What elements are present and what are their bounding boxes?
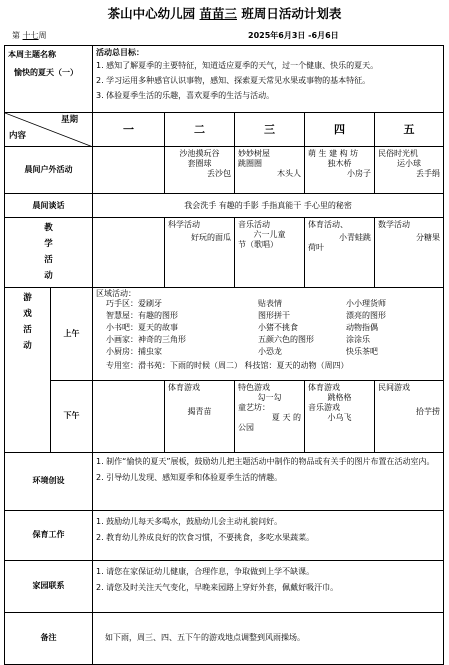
teaching-thu-line: 荷叶	[308, 243, 324, 252]
special-room-activities: 专用室：滑书苑：下雨的时候（周二） 科技馆：夏天的动物（周四）	[106, 360, 349, 370]
environment-label: 环境创设	[5, 452, 93, 510]
teaching-label-char: 活	[44, 255, 53, 266]
pm-wed-line: 夏 天 的	[271, 412, 301, 422]
pm-tue-line: 揭青苗	[187, 406, 212, 416]
header-content-label: 内容	[9, 131, 27, 141]
teaching-row	[5, 218, 444, 288]
diagonal-header-cell	[5, 113, 93, 147]
area-item: 贴表情	[258, 298, 282, 308]
games-afternoon-label: 下午	[51, 380, 93, 452]
area-item: 漂亮的图形	[346, 310, 386, 320]
outdoor-tue-line: 丢沙包	[207, 169, 231, 178]
pm-wed-line: 公园	[238, 422, 254, 432]
area-item: 小猪不挑食	[258, 322, 298, 332]
home-item: 1. 请您在家保证幼儿健康，合理作息，争取做到上学不缺课。	[96, 566, 315, 576]
day-header-mon: 一	[93, 113, 165, 147]
outdoor-thu-line: 小房子	[347, 169, 371, 178]
teaching-mon	[93, 218, 165, 288]
games-label-cell	[5, 287, 51, 452]
teaching-label-char: 教	[44, 223, 53, 233]
games-label-char: 戏	[23, 308, 32, 319]
outdoor-tue	[165, 147, 235, 194]
date-range: 2025年6月3日 -6月6日	[248, 31, 339, 40]
care-row	[5, 510, 444, 560]
title-suffix: 班周日活动计划表	[237, 6, 342, 21]
goals-title: 活动总目标：	[96, 48, 144, 57]
area-item: 小画家：神奇的三角形	[106, 334, 186, 344]
week-number	[12, 31, 47, 41]
teaching-label-cell	[5, 218, 93, 288]
area-item: 小书吧：夏天的故事	[106, 322, 178, 332]
teaching-thu	[305, 218, 375, 288]
games-label-char: 动	[23, 340, 32, 351]
outdoor-thu-line: 萌 生 建 构 坊	[308, 149, 359, 158]
area-item: 小小理货师	[346, 298, 386, 308]
week-num: 十七	[22, 31, 39, 40]
outdoor-tue-line: 套圈球	[187, 159, 212, 168]
home-row	[5, 560, 444, 612]
outdoor-thu	[305, 147, 375, 194]
games-label	[8, 290, 47, 355]
area-item: 涂涂乐	[346, 334, 370, 344]
weekly-plan-table	[4, 45, 444, 665]
home-label: 家园联系	[5, 560, 93, 612]
pm-wed	[235, 380, 305, 452]
talk-content: 我会洗手 有趣的手影 手指真能干 手心里的秘密	[93, 194, 444, 218]
outdoor-fri-line: 民俗时光机	[378, 149, 418, 158]
theme-name-cell	[5, 46, 93, 113]
area-item: 动物指偶	[346, 322, 378, 332]
teaching-thu-line: 体育活动、	[308, 220, 348, 229]
day-header-wed: 三	[235, 113, 305, 147]
notes-row	[5, 612, 444, 664]
teaching-label-char: 学	[44, 239, 53, 250]
care-label: 保育工作	[5, 510, 93, 560]
outdoor-wed-line: 妙妙树屋	[238, 149, 270, 158]
goal-item: 3. 体验夏季生活的乐趣，喜欢夏季的生活与活动。	[96, 91, 275, 100]
teaching-fri-line: 分糖果	[416, 233, 441, 242]
pm-tue	[165, 380, 235, 452]
pm-tue-line: 体育游戏	[168, 382, 200, 392]
theme-row	[5, 46, 444, 113]
teaching-tue-line: 科学活动	[168, 220, 200, 229]
pm-wed-line: 勾一勾	[257, 392, 282, 402]
theme-goals-cell	[93, 46, 444, 113]
pm-fri	[375, 380, 444, 452]
area-item: 五颜六色的图形	[258, 334, 314, 344]
pm-fri-line: 民间游戏	[378, 382, 410, 392]
week-suffix: 周	[38, 31, 47, 40]
outdoor-row	[5, 147, 444, 194]
teaching-tue	[165, 218, 235, 288]
area-title: 区域活动：	[96, 288, 136, 298]
notes-label: 备注	[5, 612, 93, 664]
header-weekday-label: 星期	[61, 115, 79, 125]
pm-mon	[93, 380, 165, 452]
teaching-tue-line: 好玩的面瓜	[191, 233, 231, 242]
teaching-wed	[235, 218, 305, 288]
outdoor-label: 晨间户外活动	[5, 147, 93, 194]
care-content	[93, 510, 444, 560]
area-activities-cell	[93, 287, 444, 380]
theme-name: 愉快的夏天（一）	[14, 68, 78, 77]
outdoor-thu-line: 独木桥	[327, 159, 352, 168]
outdoor-fri-line: 运小球	[397, 159, 422, 168]
care-item: 2. 教育幼儿养成良好的饮食习惯，不要挑食，多吃水果蔬菜。	[96, 532, 315, 542]
teaching-wed-line: 音乐活动	[238, 220, 270, 229]
week-prefix: 第	[12, 31, 23, 40]
environment-item: 1. 制作“愉快的夏天”展板，鼓励幼儿把主题活动中制作的物品或有关手的图片布置在活动室内。	[96, 456, 435, 466]
pm-thu-line: 体育游戏	[308, 382, 340, 392]
page-title	[0, 6, 449, 22]
pm-thu-line: 音乐游戏	[308, 402, 340, 412]
teaching-thu-line: 小青蛙跳	[339, 233, 371, 242]
day-header-tue: 二	[165, 113, 235, 147]
outdoor-wed-line: 跳圈圈	[238, 159, 262, 168]
title-class-name: 苗苗三	[199, 6, 237, 21]
pm-wed-line: 童艺坊：	[238, 402, 270, 412]
teaching-wed-line: 节（歌唱）	[238, 240, 278, 249]
environment-item: 2. 引导幼儿发现、感知夏季和体验夏季生活的情趣。	[96, 472, 283, 482]
teaching-fri	[375, 218, 444, 288]
home-item: 2. 请您及时关注天气变化，早晚来园路上穿好外套，佩戴好吸汗巾。	[96, 582, 339, 592]
title-school: 茶山中心幼儿园	[107, 6, 200, 21]
pm-thu	[305, 380, 375, 452]
games-afternoon-row	[5, 380, 444, 452]
games-label-char: 活	[23, 324, 32, 335]
week-info-row	[10, 31, 440, 43]
goal-item: 2. 学习运用多种感官认识事物，感知、探索夏天常见水果或事物的基本特征。	[96, 76, 371, 85]
games-morning-label: 上午	[51, 287, 93, 380]
environment-row	[5, 452, 444, 510]
area-item: 图形拼干	[258, 310, 290, 320]
goal-item: 1. 感知了解夏季的主要特征，知道适应夏季的天气，过一个健康、快乐的夏天。	[96, 61, 379, 70]
outdoor-tue-line: 沙池摸玩谷	[179, 149, 220, 158]
care-item: 1. 鼓励幼儿每天多喝水，鼓励幼儿会主动礼貌问好。	[96, 516, 283, 526]
teaching-wed-line: 六一儿童	[253, 230, 286, 239]
day-header-fri: 五	[375, 113, 444, 147]
outdoor-mon	[93, 147, 165, 194]
teaching-label-char: 动	[44, 271, 53, 282]
area-item: 小恐龙	[258, 346, 282, 356]
notes-content: 如下雨，周三、四、五下午的游戏地点调整到风雨操场。	[93, 612, 444, 664]
pm-thu-line: 小乌飞	[327, 412, 352, 422]
pm-wed-line: 特色游戏	[238, 382, 270, 392]
theme-label: 本周主题名称	[8, 50, 56, 59]
teaching-label	[8, 220, 89, 285]
area-item: 智慧屋：有趣的图形	[106, 310, 178, 320]
home-content	[93, 560, 444, 612]
environment-content	[93, 452, 444, 510]
area-item: 巧手区：爱刷牙	[106, 298, 162, 308]
games-morning-row	[5, 287, 444, 380]
talk-label: 晨间谈话	[5, 194, 93, 218]
teaching-fri-line: 数学活动	[378, 220, 410, 229]
outdoor-wed-line: 木头人	[277, 169, 301, 178]
outdoor-fri	[375, 147, 444, 194]
day-header-thu: 四	[305, 113, 375, 147]
outdoor-wed	[235, 147, 305, 194]
area-list	[96, 299, 440, 361]
area-item: 小厨房：捕虫家	[106, 346, 162, 356]
pm-fri-line: 拾芋捞	[416, 406, 441, 416]
day-header-row	[5, 113, 444, 147]
outdoor-fri-line: 丢手绢	[416, 169, 441, 178]
pm-thu-line: 跳格格	[327, 392, 352, 402]
games-label-char: 游	[23, 292, 32, 303]
talk-row	[5, 194, 444, 218]
area-item: 快乐茶吧	[346, 346, 378, 356]
